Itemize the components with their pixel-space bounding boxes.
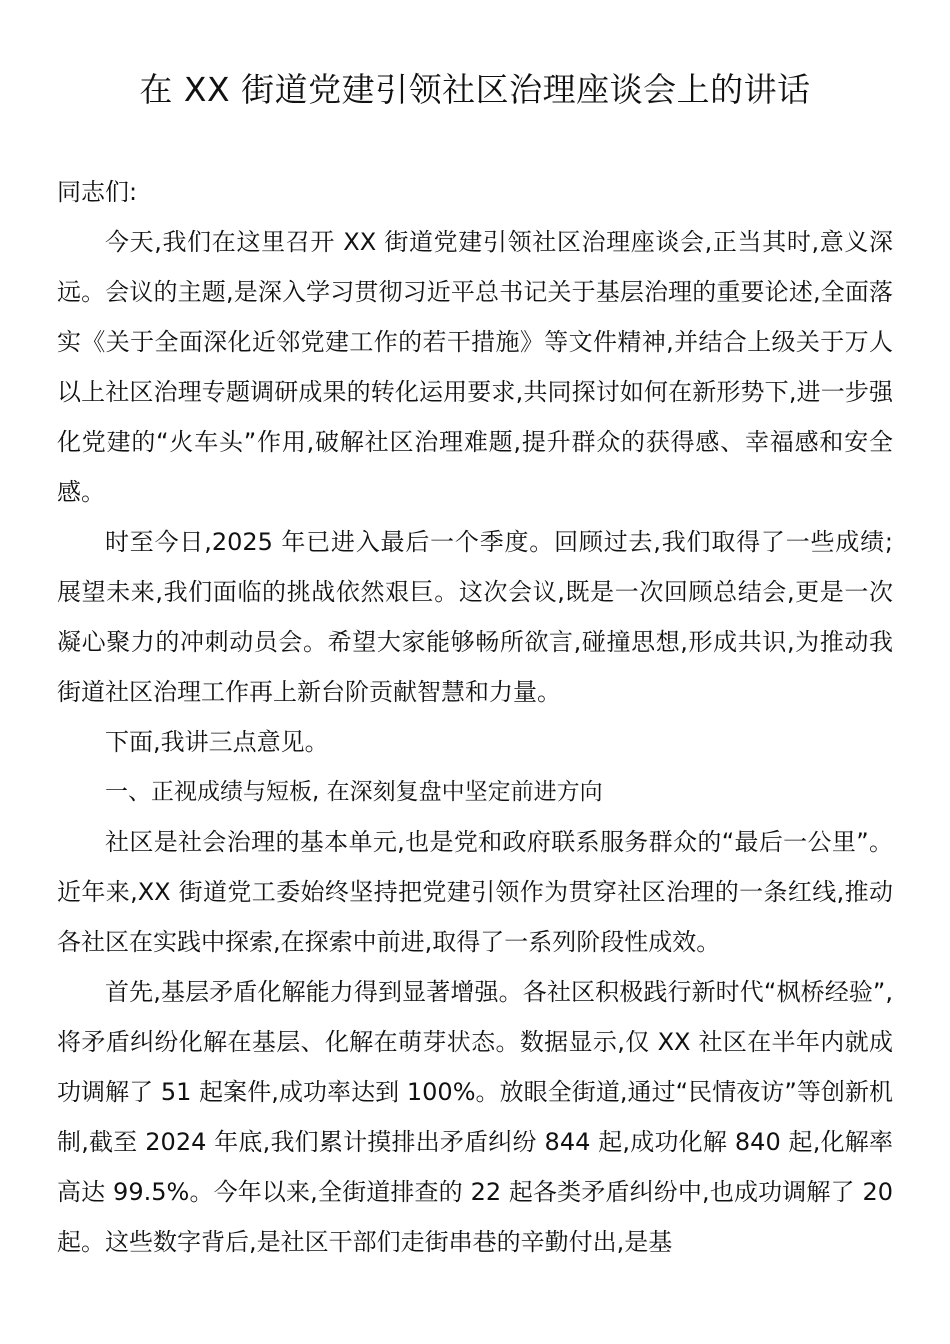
salutation: 同志们: bbox=[57, 178, 138, 206]
document-body bbox=[57, 167, 893, 1267]
paragraph-review: 时至今日,2025 年已进入最后一个季度。回顾过去,我们取得了一些成绩;展望未来,我们面临的挑战依然艰巨。这次会议,既是一次回顾总结会,更是一次凝心聚力的冲刺动员会。希望大家能够畅所欲言,碰撞思想,形成共识,为推动我街道社区治理工作再上新台阶贡献智慧和力量。 bbox=[57, 528, 893, 706]
paragraph-opening: 今天,我们在这里召开 XX 街道党建引领社区治理座谈会,正当其时,意义深远。会议的主题,是深入学习贯彻习近平总书记关于基层治理的重要论述,全面落实《关于全面深化近邻党建工作的若干措施》等文件精神,并结合上级关于万人以上社区治理专题调研成果的转化运用要求,共同探讨如何在新形势下,进一步强化党建的“火车头”作用,破解社区治理难题,提升群众的获得感、幸福感和安全感。 bbox=[57, 228, 893, 506]
paragraph-three-points: 下面,我讲三点意见。 bbox=[105, 728, 329, 756]
section-heading-1: 一、正视成绩与短板, 在深刻复盘中坚定前进方向 bbox=[105, 779, 603, 805]
paragraph-community-intro: 社区是社会治理的基本单元,也是党和政府联系服务群众的“最后一公里”。近年来,XX 街道党工委始终坚持把党建引领作为贯穿社区治理的一条红线,推动各社区在实践中探索,在探索中前进,取得了一系列阶段性成效。 bbox=[57, 828, 893, 956]
paragraph-conflict-resolution: 首先,基层矛盾化解能力得到显著增强。各社区积极践行新时代“枫桥经验”,将矛盾纠纷化解在基层、化解在萌芽状态。数据显示,仅 XX 社区在半年内就成功调解了 51 起案件,成功率达到 100%。放眼全街道,通过“民情夜访”等创新机制,截至 2024 年底,我们累计摸排出矛盾纠纷 844 起,成功化解 840 起,化解率高达 99.5%。今年以来,全街道排查的 22 起各类矛盾纠纷中,也成功调解了 20 起。这些数字背后,是社区干部们走街串巷的辛勤付出,是基 bbox=[57, 978, 893, 1256]
document-title: 在 XX 街道党建引领社区治理座谈会上的讲话 bbox=[139, 70, 811, 109]
